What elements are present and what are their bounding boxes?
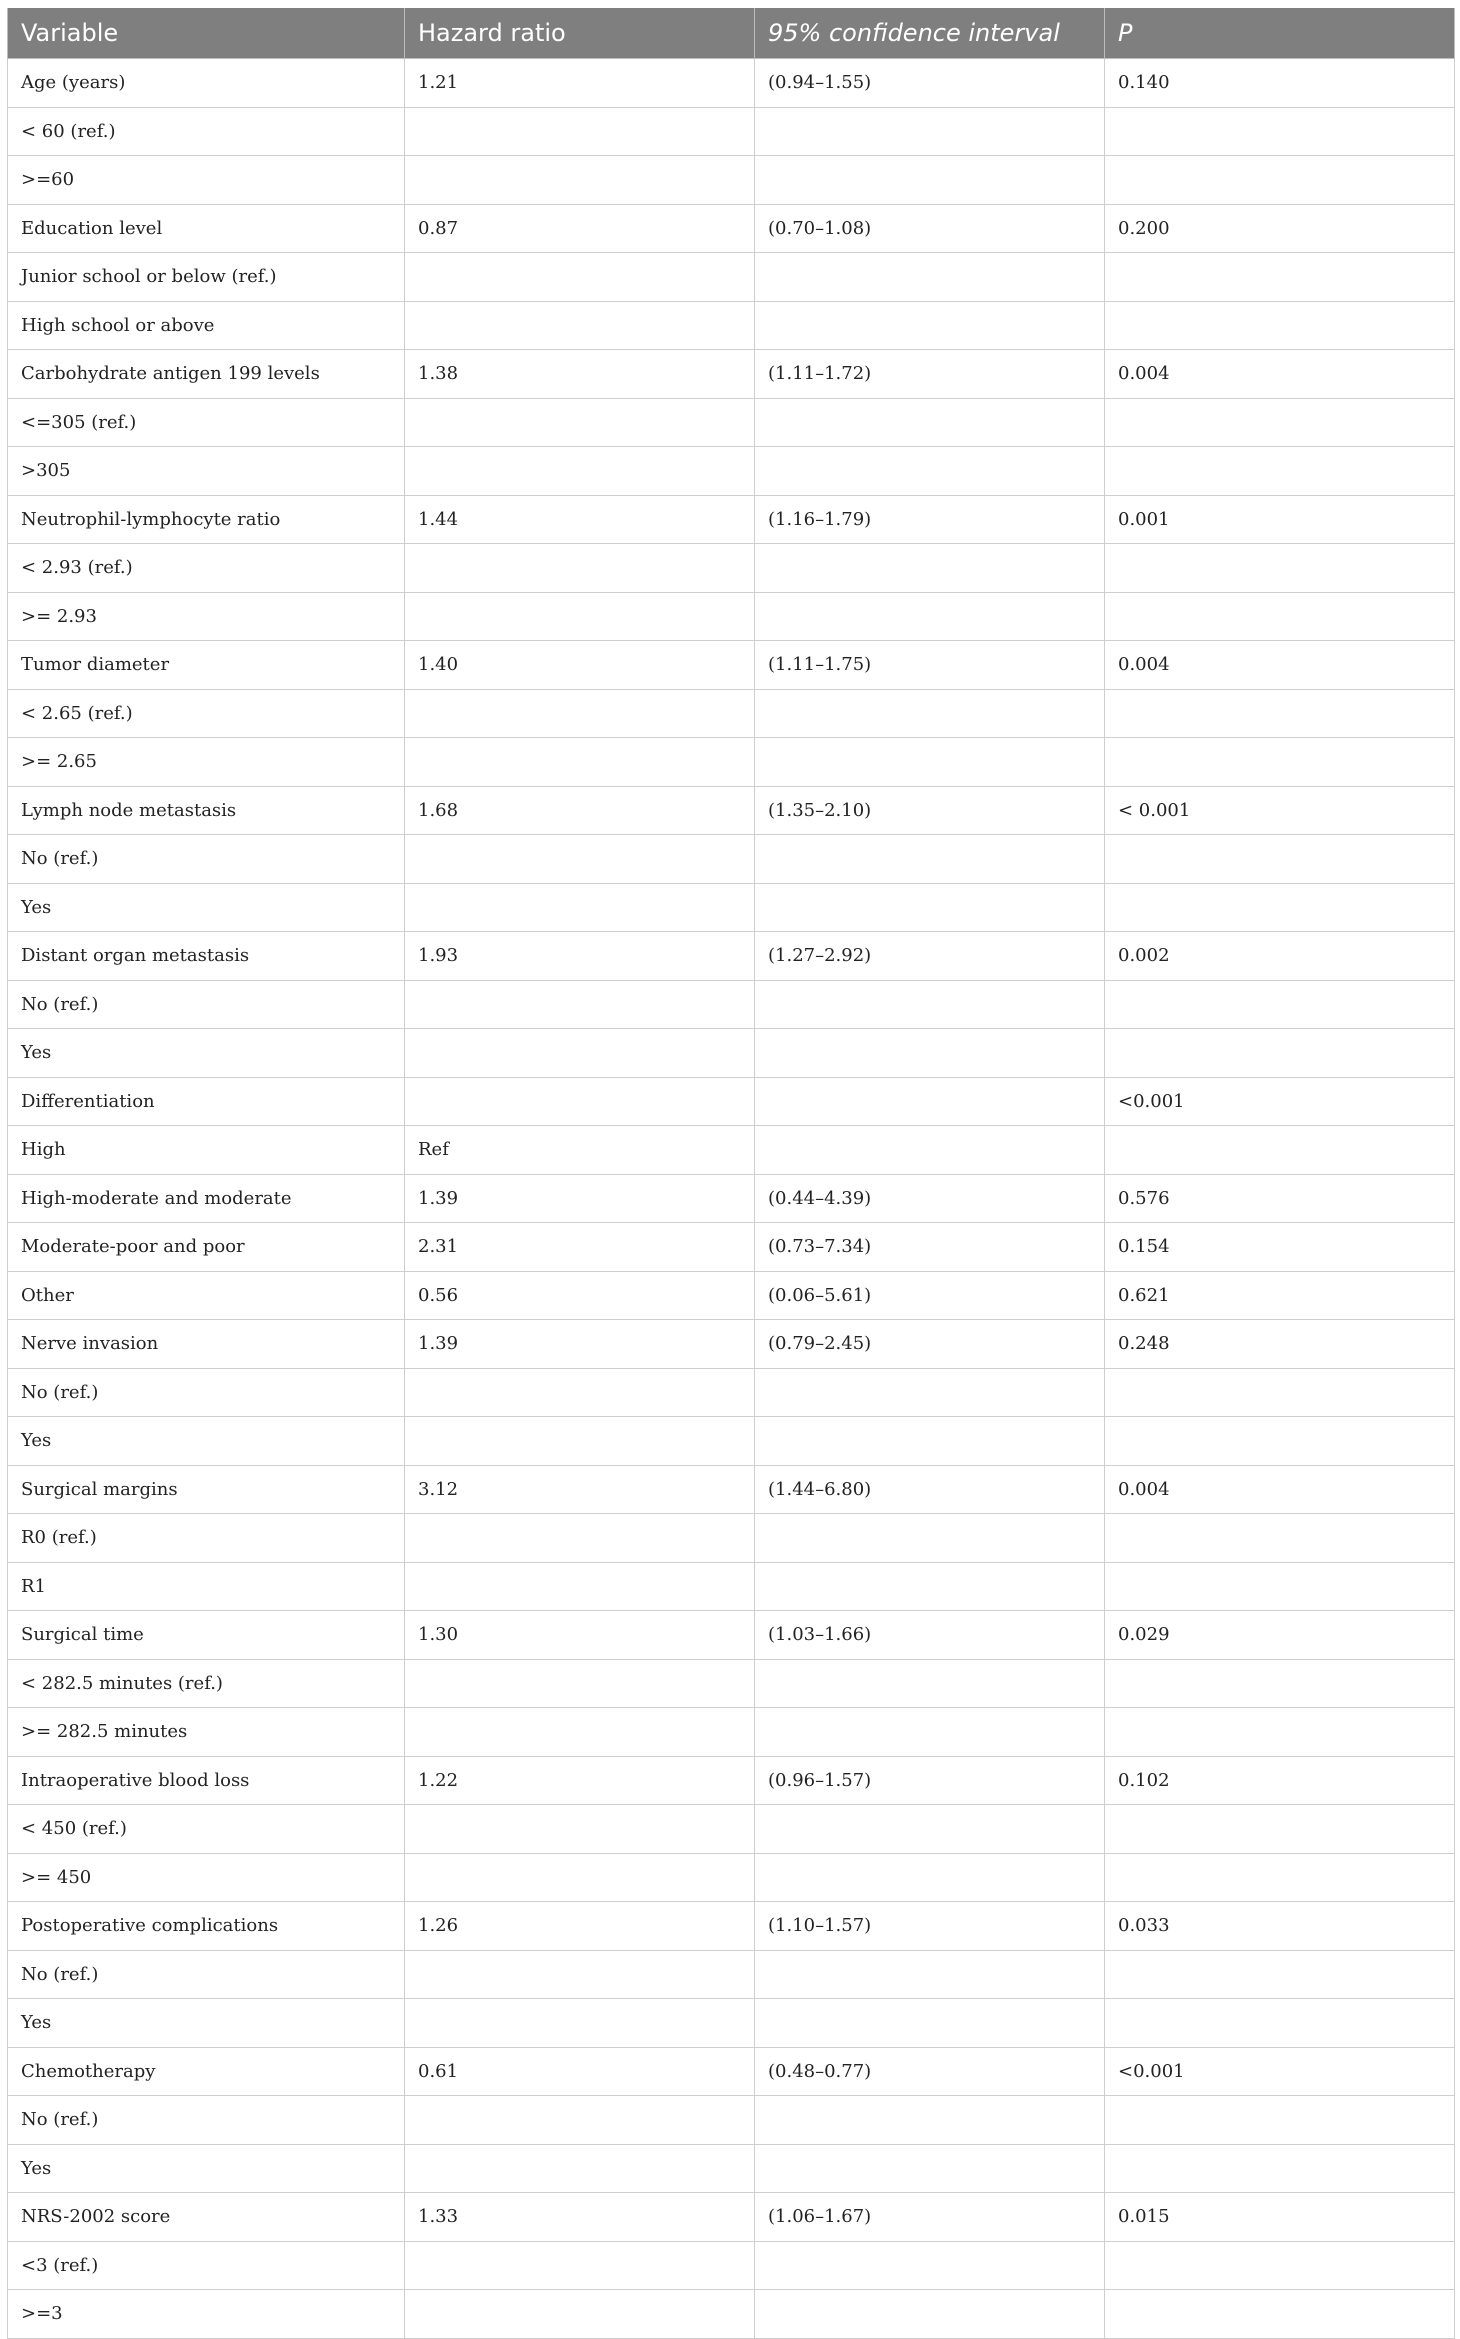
cell-p-value [1105, 1999, 1455, 2048]
table-row [8, 2193, 1455, 2242]
table-row [8, 738, 1455, 787]
cell-p-value: 0.029 [1105, 1611, 1455, 1660]
table-row [8, 689, 1455, 738]
cell-hazard-ratio [405, 1417, 755, 1466]
cell-p-value [1105, 1805, 1455, 1854]
cell-variable: High [8, 1126, 405, 1175]
cell-hazard-ratio: Ref [405, 1126, 755, 1175]
cell-p-value [1105, 592, 1455, 641]
table-row [8, 1853, 1455, 1902]
table-row [8, 932, 1455, 981]
cell-variable: Postoperative complications [8, 1902, 405, 1951]
cell-p-value [1105, 253, 1455, 302]
table-row [8, 204, 1455, 253]
cell-variable: High school or above [8, 301, 405, 350]
table-row [8, 1465, 1455, 1514]
cell-variable: High-moderate and moderate [8, 1174, 405, 1223]
cell-confidence-interval [755, 1708, 1105, 1757]
cell-hazard-ratio [405, 2096, 755, 2145]
cell-confidence-interval [755, 156, 1105, 205]
cell-hazard-ratio [405, 398, 755, 447]
cell-hazard-ratio [405, 689, 755, 738]
cell-p-value: <0.001 [1105, 2047, 1455, 2096]
cell-p-value [1105, 447, 1455, 496]
cell-hazard-ratio [405, 1853, 755, 1902]
cell-hazard-ratio: 1.22 [405, 1756, 755, 1805]
cell-p-value: 0.576 [1105, 1174, 1455, 1223]
cell-variable: >= 450 [8, 1853, 405, 1902]
cell-variable: Other [8, 1271, 405, 1320]
cell-p-value: 0.004 [1105, 641, 1455, 690]
cell-confidence-interval [755, 2096, 1105, 2145]
table-row [8, 980, 1455, 1029]
cell-hazard-ratio [405, 1562, 755, 1611]
cell-p-value [1105, 1708, 1455, 1757]
cell-variable: <=305 (ref.) [8, 398, 405, 447]
table-row [8, 2290, 1455, 2339]
table-row [8, 1174, 1455, 1223]
cell-variable: < 2.93 (ref.) [8, 544, 405, 593]
table-row [8, 1611, 1455, 1660]
cell-confidence-interval [755, 1853, 1105, 1902]
cell-variable: < 2.65 (ref.) [8, 689, 405, 738]
cell-hazard-ratio: 1.39 [405, 1174, 755, 1223]
cell-p-value: 0.004 [1105, 1465, 1455, 1514]
cell-confidence-interval: (1.06–1.67) [755, 2193, 1105, 2242]
cell-confidence-interval: (0.48–0.77) [755, 2047, 1105, 2096]
cell-variable: >=60 [8, 156, 405, 205]
cell-p-value [1105, 2144, 1455, 2193]
cell-hazard-ratio [405, 301, 755, 350]
table-row [8, 1902, 1455, 1951]
cell-confidence-interval: (0.79–2.45) [755, 1320, 1105, 1369]
cell-variable: Surgical margins [8, 1465, 405, 1514]
cell-variable: Intraoperative blood loss [8, 1756, 405, 1805]
cell-p-value: 0.015 [1105, 2193, 1455, 2242]
table-row [8, 301, 1455, 350]
hazard-ratio-table [7, 8, 1455, 2339]
cell-hazard-ratio: 1.38 [405, 350, 755, 399]
cell-hazard-ratio [405, 2290, 755, 2339]
table-header [8, 8, 1455, 59]
table-row [8, 447, 1455, 496]
cell-confidence-interval [755, 1029, 1105, 1078]
table-row [8, 835, 1455, 884]
table-row [8, 1659, 1455, 1708]
cell-hazard-ratio [405, 980, 755, 1029]
cell-p-value [1105, 883, 1455, 932]
cell-variable: Chemotherapy [8, 2047, 405, 2096]
cell-confidence-interval [755, 1368, 1105, 1417]
cell-variable: < 450 (ref.) [8, 1805, 405, 1854]
cell-p-value [1105, 1853, 1455, 1902]
cell-p-value [1105, 107, 1455, 156]
cell-p-value [1105, 2241, 1455, 2290]
cell-p-value [1105, 1514, 1455, 1563]
header-row [8, 8, 1455, 59]
table-row [8, 59, 1455, 108]
table-row [8, 1223, 1455, 1272]
table-row [8, 1320, 1455, 1369]
cell-hazard-ratio [405, 592, 755, 641]
cell-p-value: 0.102 [1105, 1756, 1455, 1805]
cell-confidence-interval [755, 301, 1105, 350]
cell-variable: R0 (ref.) [8, 1514, 405, 1563]
table-row [8, 1514, 1455, 1563]
cell-confidence-interval [755, 2241, 1105, 2290]
cell-confidence-interval [755, 1950, 1105, 1999]
cell-confidence-interval [755, 107, 1105, 156]
table-row [8, 2047, 1455, 2096]
cell-hazard-ratio [405, 253, 755, 302]
table-row [8, 1368, 1455, 1417]
cell-hazard-ratio [405, 156, 755, 205]
cell-variable: <3 (ref.) [8, 2241, 405, 2290]
table-row [8, 544, 1455, 593]
cell-confidence-interval [755, 398, 1105, 447]
cell-variable: No (ref.) [8, 1950, 405, 1999]
cell-p-value: 0.154 [1105, 1223, 1455, 1272]
cell-variable: Tumor diameter [8, 641, 405, 690]
table-row [8, 156, 1455, 205]
cell-p-value: <0.001 [1105, 1077, 1455, 1126]
cell-p-value [1105, 1417, 1455, 1466]
cell-confidence-interval [755, 738, 1105, 787]
cell-p-value: 0.001 [1105, 495, 1455, 544]
table-row [8, 1271, 1455, 1320]
cell-hazard-ratio: 1.26 [405, 1902, 755, 1951]
table-row [8, 641, 1455, 690]
cell-hazard-ratio [405, 447, 755, 496]
cell-hazard-ratio: 1.44 [405, 495, 755, 544]
cell-hazard-ratio: 2.31 [405, 1223, 755, 1272]
cell-confidence-interval [755, 1417, 1105, 1466]
cell-variable: Distant organ metastasis [8, 932, 405, 981]
cell-confidence-interval [755, 1126, 1105, 1175]
cell-variable: Yes [8, 2144, 405, 2193]
cell-variable: Differentiation [8, 1077, 405, 1126]
cell-confidence-interval: (1.10–1.57) [755, 1902, 1105, 1951]
cell-confidence-interval [755, 253, 1105, 302]
cell-confidence-interval: (0.73–7.34) [755, 1223, 1105, 1272]
cell-hazard-ratio [405, 544, 755, 593]
table-row [8, 786, 1455, 835]
cell-variable: < 282.5 minutes (ref.) [8, 1659, 405, 1708]
cell-p-value [1105, 980, 1455, 1029]
cell-variable: >= 2.93 [8, 592, 405, 641]
table-row [8, 495, 1455, 544]
cell-p-value [1105, 301, 1455, 350]
cell-confidence-interval [755, 1999, 1105, 2048]
cell-p-value [1105, 1368, 1455, 1417]
header-hazard-ratio: Hazard ratio [405, 8, 755, 59]
cell-variable: >= 2.65 [8, 738, 405, 787]
cell-hazard-ratio: 3.12 [405, 1465, 755, 1514]
cell-variable: No (ref.) [8, 2096, 405, 2145]
cell-hazard-ratio: 0.56 [405, 1271, 755, 1320]
cell-p-value [1105, 1659, 1455, 1708]
table-container [7, 8, 1454, 2339]
cell-confidence-interval: (0.44–4.39) [755, 1174, 1105, 1223]
cell-confidence-interval [755, 2290, 1105, 2339]
cell-variable: Yes [8, 883, 405, 932]
cell-p-value [1105, 1126, 1455, 1175]
table-row [8, 1999, 1455, 2048]
table-row [8, 1417, 1455, 1466]
table-row [8, 398, 1455, 447]
cell-variable: Nerve invasion [8, 1320, 405, 1369]
cell-hazard-ratio [405, 1708, 755, 1757]
table-row [8, 1029, 1455, 1078]
cell-confidence-interval [755, 689, 1105, 738]
cell-p-value [1105, 835, 1455, 884]
cell-p-value [1105, 1562, 1455, 1611]
cell-p-value: 0.002 [1105, 932, 1455, 981]
cell-p-value [1105, 398, 1455, 447]
cell-hazard-ratio [405, 835, 755, 884]
cell-variable: Surgical time [8, 1611, 405, 1660]
cell-confidence-interval: (0.70–1.08) [755, 204, 1105, 253]
cell-confidence-interval: (0.94–1.55) [755, 59, 1105, 108]
cell-hazard-ratio [405, 2144, 755, 2193]
table-body [8, 59, 1455, 2339]
cell-confidence-interval: (1.16–1.79) [755, 495, 1105, 544]
table-row [8, 883, 1455, 932]
cell-confidence-interval: (1.11–1.75) [755, 641, 1105, 690]
cell-hazard-ratio: 1.30 [405, 1611, 755, 1660]
cell-p-value: 0.200 [1105, 204, 1455, 253]
table-row [8, 1950, 1455, 1999]
cell-p-value [1105, 2096, 1455, 2145]
cell-hazard-ratio [405, 883, 755, 932]
cell-variable: Neutrophil-lymphocyte ratio [8, 495, 405, 544]
cell-confidence-interval: (1.35–2.10) [755, 786, 1105, 835]
table-row [8, 2241, 1455, 2290]
cell-p-value [1105, 1950, 1455, 1999]
table-row [8, 2096, 1455, 2145]
table-row [8, 1708, 1455, 1757]
header-p-value: P [1105, 8, 1455, 59]
cell-confidence-interval [755, 592, 1105, 641]
table-row [8, 592, 1455, 641]
cell-p-value: 0.004 [1105, 350, 1455, 399]
cell-variable: Moderate-poor and poor [8, 1223, 405, 1272]
cell-hazard-ratio [405, 2241, 755, 2290]
cell-confidence-interval [755, 1514, 1105, 1563]
cell-confidence-interval: (1.44–6.80) [755, 1465, 1105, 1514]
cell-confidence-interval [755, 544, 1105, 593]
cell-hazard-ratio: 1.39 [405, 1320, 755, 1369]
cell-variable: >= 282.5 minutes [8, 1708, 405, 1757]
cell-p-value [1105, 738, 1455, 787]
header-variable: Variable [8, 8, 405, 59]
cell-confidence-interval: (1.11–1.72) [755, 350, 1105, 399]
cell-variable: >305 [8, 447, 405, 496]
cell-variable: R1 [8, 1562, 405, 1611]
cell-hazard-ratio [405, 1805, 755, 1854]
cell-p-value [1105, 156, 1455, 205]
table-row [8, 1805, 1455, 1854]
cell-hazard-ratio: 1.33 [405, 2193, 755, 2242]
cell-hazard-ratio: 1.21 [405, 59, 755, 108]
cell-variable: Junior school or below (ref.) [8, 253, 405, 302]
cell-hazard-ratio [405, 107, 755, 156]
cell-p-value: 0.621 [1105, 1271, 1455, 1320]
cell-hazard-ratio [405, 1368, 755, 1417]
header-confidence-interval: 95% confidence interval [755, 8, 1105, 59]
cell-p-value: 0.248 [1105, 1320, 1455, 1369]
cell-hazard-ratio [405, 738, 755, 787]
cell-confidence-interval: (0.06–5.61) [755, 1271, 1105, 1320]
cell-p-value: 0.140 [1105, 59, 1455, 108]
cell-variable: Yes [8, 1999, 405, 2048]
cell-variable: Yes [8, 1417, 405, 1466]
cell-variable: No (ref.) [8, 980, 405, 1029]
table-row [8, 253, 1455, 302]
cell-hazard-ratio [405, 1950, 755, 1999]
cell-hazard-ratio: 0.87 [405, 204, 755, 253]
cell-p-value: 0.033 [1105, 1902, 1455, 1951]
cell-confidence-interval [755, 835, 1105, 884]
cell-hazard-ratio [405, 1659, 755, 1708]
cell-p-value [1105, 1029, 1455, 1078]
cell-confidence-interval [755, 1077, 1105, 1126]
cell-variable: Lymph node metastasis [8, 786, 405, 835]
cell-variable: Education level [8, 204, 405, 253]
cell-confidence-interval [755, 883, 1105, 932]
cell-variable: Yes [8, 1029, 405, 1078]
cell-confidence-interval [755, 447, 1105, 496]
cell-hazard-ratio [405, 1077, 755, 1126]
cell-confidence-interval: (0.96–1.57) [755, 1756, 1105, 1805]
cell-variable: >=3 [8, 2290, 405, 2339]
table-row [8, 107, 1455, 156]
table-row [8, 350, 1455, 399]
cell-hazard-ratio [405, 1029, 755, 1078]
cell-hazard-ratio: 1.40 [405, 641, 755, 690]
cell-confidence-interval [755, 1659, 1105, 1708]
table-row [8, 1077, 1455, 1126]
cell-variable: NRS-2002 score [8, 2193, 405, 2242]
cell-hazard-ratio [405, 1999, 755, 2048]
cell-confidence-interval [755, 1805, 1105, 1854]
cell-p-value [1105, 2290, 1455, 2339]
cell-p-value [1105, 544, 1455, 593]
cell-hazard-ratio: 1.93 [405, 932, 755, 981]
cell-confidence-interval: (1.03–1.66) [755, 1611, 1105, 1660]
cell-hazard-ratio: 1.68 [405, 786, 755, 835]
cell-hazard-ratio: 0.61 [405, 2047, 755, 2096]
cell-confidence-interval [755, 1562, 1105, 1611]
cell-variable: No (ref.) [8, 1368, 405, 1417]
cell-variable: < 60 (ref.) [8, 107, 405, 156]
table-row [8, 2144, 1455, 2193]
table-row [8, 1756, 1455, 1805]
cell-hazard-ratio [405, 1514, 755, 1563]
cell-variable: No (ref.) [8, 835, 405, 884]
cell-confidence-interval: (1.27–2.92) [755, 932, 1105, 981]
cell-variable: Age (years) [8, 59, 405, 108]
cell-confidence-interval [755, 980, 1105, 1029]
cell-confidence-interval [755, 2144, 1105, 2193]
cell-p-value: < 0.001 [1105, 786, 1455, 835]
cell-variable: Carbohydrate antigen 199 levels [8, 350, 405, 399]
table-row [8, 1126, 1455, 1175]
cell-p-value [1105, 689, 1455, 738]
table-row [8, 1562, 1455, 1611]
